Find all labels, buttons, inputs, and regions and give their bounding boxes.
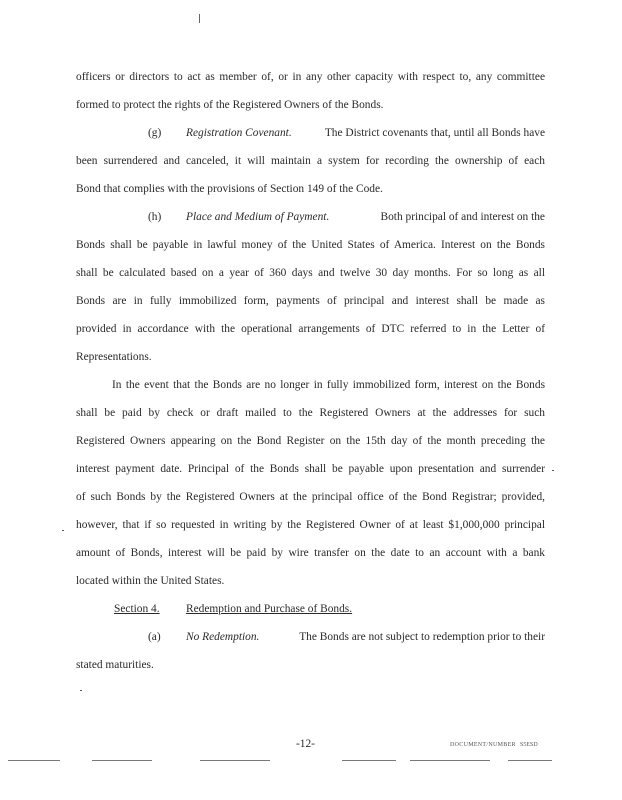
section-label: Section 4. xyxy=(114,603,160,615)
scan-rule xyxy=(508,760,552,761)
document-id: DOCUMENT/NUMBER xyxy=(450,742,516,748)
subsection-text: Both principal of and interest on the xyxy=(380,211,545,223)
paragraph-line: of such Bonds by the Registered Owners at the principal office of the Bond Registrar; provided, xyxy=(76,491,545,503)
page-number: -12- xyxy=(296,738,315,750)
scan-rule xyxy=(92,760,152,761)
subsection-a-line xyxy=(186,630,545,644)
subsection-h-line xyxy=(186,210,545,224)
section-4-title-wrap xyxy=(186,602,352,616)
subsection-label: (h) xyxy=(148,211,162,223)
paragraph-line: however, that if so requested in writing by the Registered Owner of at least $1,000,000 principal xyxy=(76,519,545,531)
paragraph-line: Representations. xyxy=(76,351,152,363)
paragraph-line: shall be calculated based on a year of 360 days and twelve 30 day months. For so long as all xyxy=(76,267,545,279)
scan-rule xyxy=(8,760,60,761)
scan-rule xyxy=(342,760,396,761)
paragraph-line: Bond that complies with the provisions of Section 149 of the Code. xyxy=(76,183,383,195)
paragraph-line: located within the United States. xyxy=(76,575,225,587)
subsection-label: (g) xyxy=(148,127,162,139)
paragraph-line: interest payment date. Principal of the Bonds shall be payable upon presentation and surrender xyxy=(76,463,545,475)
scan-rule xyxy=(410,760,490,761)
paragraph-line: stated maturities. xyxy=(76,659,154,671)
document-code: S5ESD xyxy=(520,742,538,748)
subsection-g-line xyxy=(186,126,545,140)
scan-rule xyxy=(200,760,270,761)
paragraph-line: shall be paid by check or draft mailed to the Registered Owners at the addresses for such xyxy=(76,407,545,419)
section-title: Redemption and Purchase of Bonds. xyxy=(186,603,353,615)
paragraph-line: Registered Owners appearing on the Bond Register on the 15th day of the month preceding the xyxy=(76,435,545,447)
paragraph-line: Bonds shall be payable in lawful money of the United States of America. Interest on the Bonds xyxy=(76,239,545,251)
subsection-title: Place and Medium of Payment. xyxy=(186,211,330,223)
subsection-text: The Bonds are not subject to redemption prior to their xyxy=(299,631,545,643)
scan-speck xyxy=(62,530,64,531)
paragraph-line: In the event that the Bonds are no longer in fully immobilized form, interest on the Bonds xyxy=(112,379,545,391)
paragraph-line: amount of Bonds, interest will be paid by wire transfer on the date to an account with a bank xyxy=(76,547,545,559)
subsection-title: Registration Covenant. xyxy=(186,127,292,139)
paragraph-line: provided in accordance with the operational arrangements of DTC referred to in the Letter of xyxy=(76,323,545,335)
scan-speck xyxy=(80,690,82,691)
paragraph-line: formed to protect the rights of the Registered Owners of the Bonds. xyxy=(76,99,384,111)
subsection-title: No Redemption. xyxy=(186,631,260,643)
subsection-text: The District covenants that, until all Bonds have xyxy=(324,127,545,139)
section-4-heading xyxy=(114,602,160,616)
scan-speck xyxy=(552,470,554,471)
subsection-label: (a) xyxy=(148,631,161,643)
paragraph-line: officers or directors to act as member of, or in any other capacity with respect to, any committee xyxy=(76,71,545,83)
paragraph-line: been surrendered and canceled, it will maintain a system for recording the ownership of each xyxy=(76,155,545,167)
scan-artifact xyxy=(199,14,200,23)
paragraph-line: Bonds are in fully immobilized form, payments of principal and interest shall be made as xyxy=(76,295,545,307)
